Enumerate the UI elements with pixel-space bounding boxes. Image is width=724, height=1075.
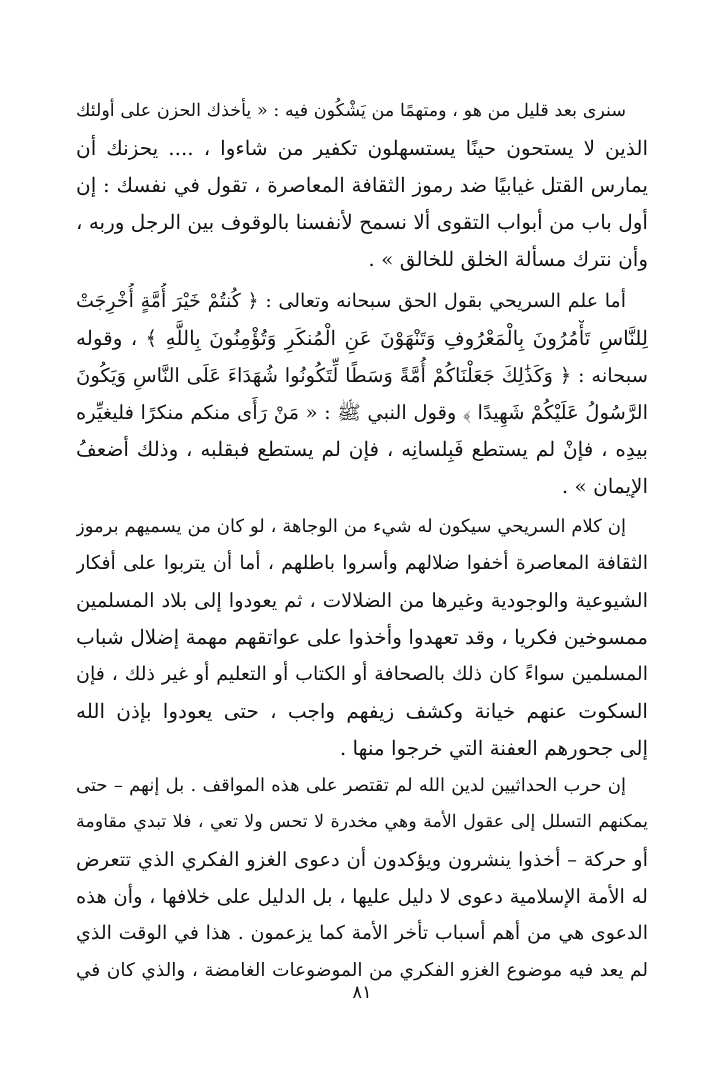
paragraph-line: إن كلام السريحي سيكون له شيء من الوجاهة ، لو كان من يسميهم برموز: [76, 516, 626, 537]
paragraph-1: [76, 93, 648, 278]
paragraph-line: سبحانه : ﴿ وَكَذَٰلِكَ جَعَلْنَاكُمْ أُمَّةً وَسَطًا لِّتَكُونُوا شُهَدَاءَ عَلَى النَّاسِ وَيَكُونَ: [76, 364, 648, 387]
paragraph-2: [76, 283, 648, 505]
paragraph-line: الذين لا يستحون حينًا يستسهلون تكفير من شاءوا ، .... يحزنك أن: [76, 136, 648, 160]
paragraph-line: لم يعد فيه موضوع الغزو الفكري من الموضوعات الغامضة ، والذي كان في: [76, 960, 648, 981]
paragraph-line: وأن نترك مسألة الخلق للخالق » .: [368, 247, 648, 271]
paragraph-line: يمكنهم التسلل إلى عقول الأمة وهي مخدرة لا تحس ولا تعي ، فلا تبدي مقاومة: [76, 812, 648, 832]
page-number: ٨١: [352, 982, 372, 1003]
paragraph-line: إن حرب الحداثيين لدين الله لم تقتصر على هذه المواقف . بل إنهم – حتى: [76, 775, 626, 796]
paragraph-line: بيدِه ، فإنْ لم يستطع فَبِلسانِه ، فإن لم يستطع فبقلبه ، وذلك أضعفُ: [76, 437, 648, 461]
paragraph-line: أما علم السريحي بقول الحق سبحانه وتعالى : ﴿ كُنتُمْ خَيْرَ أُمَّةٍ أُخْرِجَتْ: [76, 290, 626, 312]
paragraph-line: لِلنَّاسِ تَأْمُرُونَ بِالْمَعْرُوفِ وَتَنْهَوْنَ عَنِ الْمُنكَرِ وَتُؤْمِنُونَ بِاللَّهِ ﴾ ، وقوله: [76, 326, 648, 350]
paragraph-line: الإيمان » .: [561, 474, 648, 498]
paragraph-line: السكوت عنهم خيانة وكشف زيفهم واجب ، حتى يعودوا بإذن الله: [76, 699, 648, 723]
paragraph-line: الشيوعية والوجودية وغيرها من الضلالات ، ثم يعودوا إلى بلاد المسلمين: [76, 589, 648, 612]
paragraph-3: [76, 508, 648, 767]
paragraph-line: الدعوى هي من أهم أسباب تأخر الأمة كما يزعمون . هذا في الوقت الذي: [76, 922, 648, 944]
paragraph-line: ممسوخين فكريا ، وقد تعهدوا وأخذوا على عواتقهم مهمة إضلال شباب: [76, 625, 648, 649]
paragraph-line: إلى جحورهم العفنة التي خرجوا منها .: [339, 736, 648, 760]
paragraph-line: يمارس القتل غيابيًا ضد رموز الثقافة المعاصرة ، تقول في نفسك : إن: [76, 173, 648, 197]
paragraph-line: أول باب من أبواب التقوى ألا نسمح لأنفسنا بالوقوف بين الرجل وربه ،: [76, 210, 648, 234]
paragraph-line: أو حركة – أخذوا ينشرون ويؤكدون أن دعوى الغزو الفكري الذي تتعرض: [76, 848, 648, 871]
paragraph-line: المسلمين سواءً كان ذلك بالصحافة أو الكتاب أو التعليم أو غير ذلك ، فإن: [76, 663, 648, 685]
paragraph-line: الرَّسُولُ عَلَيْكُمْ شَهِيدًا ﴾ وقول النبي ﷺ : « مَنْ رَأَى منكم منكرًا فليغيِّره: [76, 401, 648, 424]
paragraph-4: [76, 767, 648, 989]
paragraph-line: له الأمة الإسلامية دعوى لا دليل عليها ، بل الدليل على خلافها ، وأن هذه: [76, 885, 648, 908]
paragraph-line: الثقافة المعاصرة أخفوا ضلالهم وأسروا باطلهم ، أما أن يتربوا على أفكار: [76, 552, 648, 574]
paragraph-line: سنرى بعد قليل من هو ، ومتهمًا من يَشْكُون فيه : « يأخذك الحزن على أولئك: [76, 101, 626, 121]
